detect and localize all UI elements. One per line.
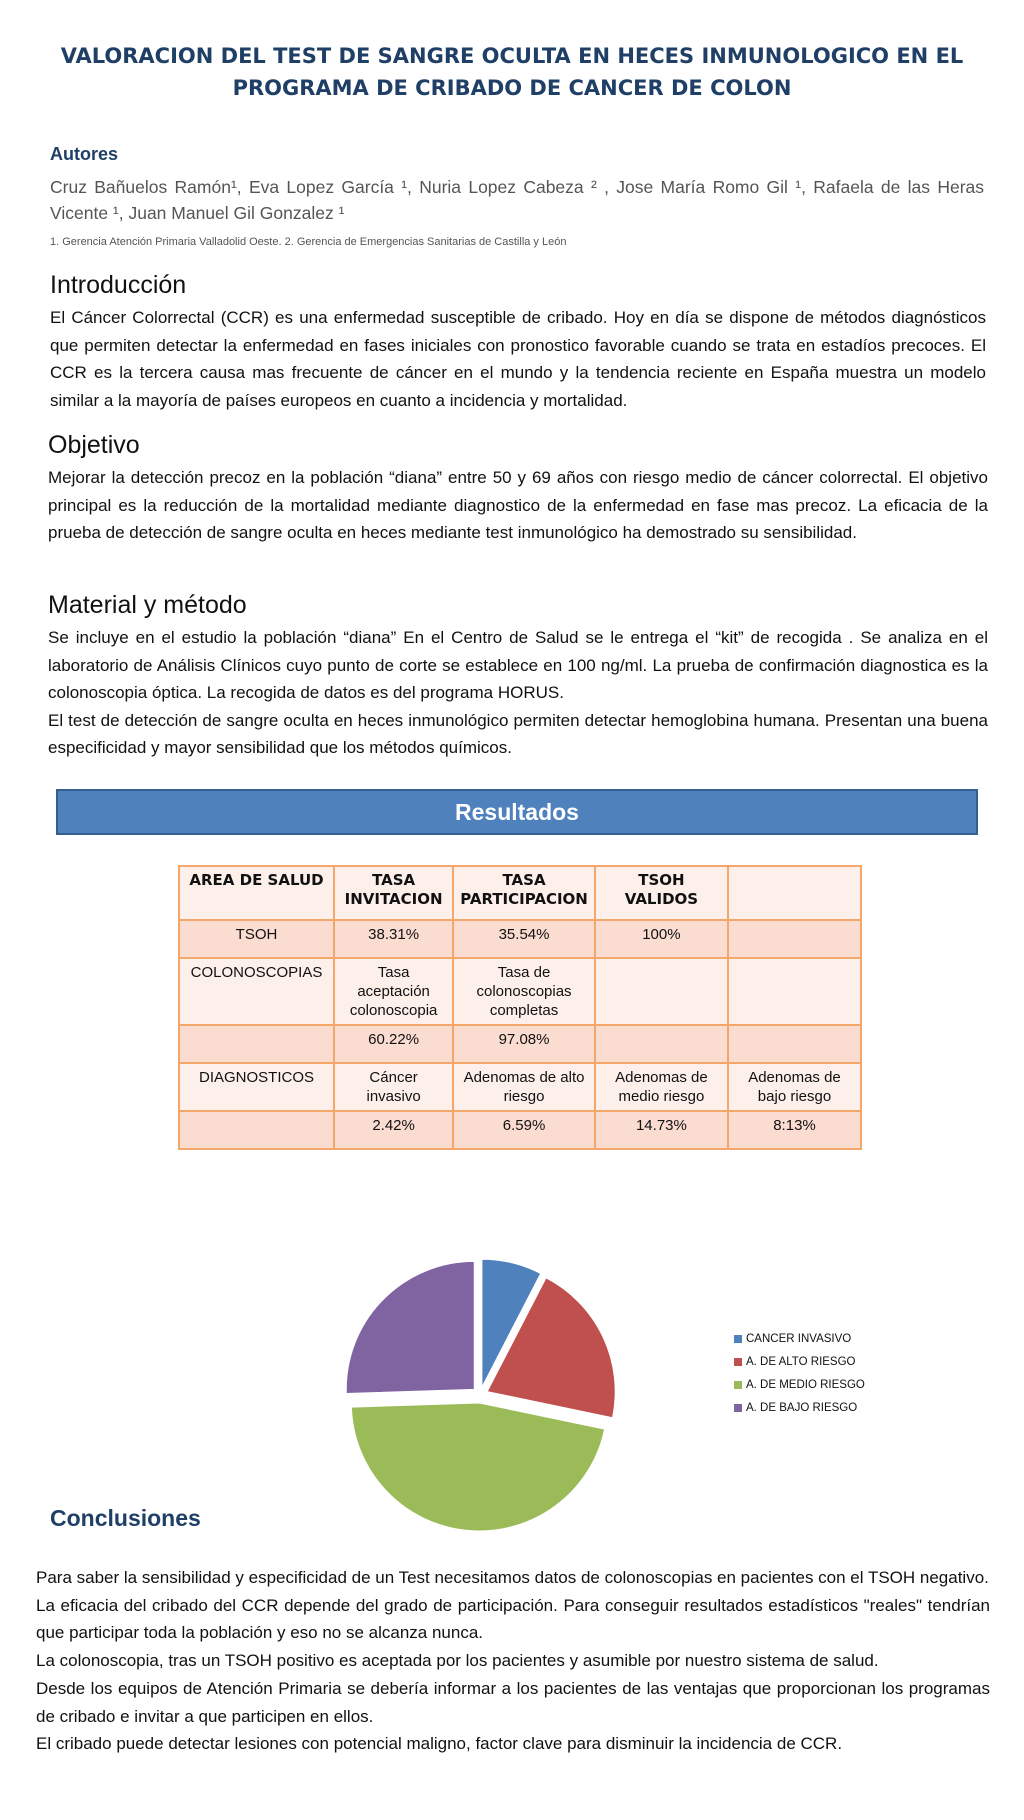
intro-text: El Cáncer Colorrectal (CCR) es una enfermedad susceptible de cribado. Hoy en día se dispone de métodos diagnósticos que permiten detectar la enfermedad en fases iniciales con pronostico favorable cuando se trata en estadíos precoces. El CCR es la tercera causa mas frecuente de cáncer en el mundo y la tendencia reciente en España muestra un modelo similar a la mayoría de países europeos en cuanto a incidencia y mortalidad. — [50, 308, 986, 410]
table-cell: Tasa de colonoscopias completas — [453, 958, 595, 1025]
table-cell — [595, 958, 728, 1025]
poster-title: VALORACION DEL TEST DE SANGRE OCULTA EN HECES INMUNOLOGICO EN EL PROGRAMA DE CRIBADO DE CANCER DE COLON — [60, 44, 964, 100]
legend-swatch — [734, 1358, 742, 1366]
conclusion-item: Desde los equipos de Atención Primaria se debería informar a los pacientes de las ventajas que proporcionan los programas de cribado e invitar a que participen en ellos. — [36, 1678, 990, 1726]
table-cell: 60.22% — [334, 1025, 453, 1063]
table-cell: COLONOSCOPIAS — [179, 958, 334, 1025]
chart-legend — [734, 1327, 865, 1419]
table-row — [179, 920, 861, 958]
table-cell: 100% — [595, 920, 728, 958]
conclusion-item: La colonoscopia, tras un TSOH positivo es aceptada por los pacientes y asumible por nuestro sistema de salud. — [36, 1651, 879, 1671]
legend-label: A. DE BAJO RIESGO — [746, 1401, 858, 1414]
conclusions-heading: Conclusiones — [50, 1505, 201, 1531]
results-banner: Resultados — [56, 789, 978, 835]
table-cell — [728, 920, 861, 958]
pie-slice-a-de-medio-riesgo — [351, 1403, 604, 1531]
intro-heading: Introducción — [50, 271, 187, 299]
conclusion-item: El cribado puede detectar lesiones con potencial maligno, factor clave para disminuir la incidencia de CCR. — [36, 1734, 843, 1754]
header-validos: TSOH VALIDOS — [595, 866, 728, 920]
method-paragraph-1: Se incluye en el estudio la población “diana” En el Centro de Salud se le entrega el “kit” de recogida . Se analiza en el laboratorio de Análisis Clínicos cuyo punto de corte se establece en 100 ng/ml. La prueba de confirmación diagnostica es la colonoscopia óptica. La recogida de datos es del programa HORUS. — [48, 628, 988, 702]
method-paragraph-2: El test de detección de sangre oculta en heces inmunológico permiten detectar hemoglobina humana. Presentan una buena especificidad y mayor sensibilidad que los métodos químicos. — [48, 710, 988, 757]
legend-label: A. DE MEDIO RIESGO — [746, 1378, 865, 1391]
conclusion-item: La eficacia del cribado del CCR depende del grado de participación. Para conseguir resultados estadísticos "reales" tendrían que participar toda la población y eso no se alcanza nunca. — [36, 1595, 990, 1643]
pie-slice-a-de-bajo-riesgo — [346, 1261, 474, 1393]
table-cell: 14.73% — [595, 1111, 728, 1149]
table-cell — [595, 1025, 728, 1063]
legend-swatch — [734, 1335, 742, 1343]
table-cell: TSOH — [179, 920, 334, 958]
authors-heading: Autores — [50, 144, 119, 164]
header-invitacion: TASA INVITACION — [334, 866, 453, 920]
legend-label: CANCER INVASIVO — [746, 1332, 852, 1345]
header-area: AREA DE SALUD — [179, 866, 334, 920]
table-header-row — [179, 866, 861, 920]
objective-text: Mejorar la detección precoz en la población “diana” entre 50 y 69 años con riesgo medio de cáncer colorrectal. El objetivo principal es la reducción de la mortalidad mediante diagnostico de la enfermedad en fase mas precoz. La eficacia de la prueba de detección de sangre oculta en heces mediante test inmunológico ha demostrado su sensibilidad. — [48, 468, 988, 542]
table-cell: 8:13% — [728, 1111, 861, 1149]
table-cell: Cáncer invasivo — [334, 1063, 453, 1111]
table-cell: Tasa aceptación colonoscopia — [334, 958, 453, 1025]
conclusions-text — [36, 1564, 990, 1758]
table-row — [179, 958, 861, 1025]
authors-list: Cruz Bañuelos Ramón¹, Eva Lopez García ¹, Nuria Lopez Cabeza ² , Jose María Romo Gil ¹, Rafaela de las Heras Vicente ¹, Juan Manuel Gil Gonzalez ¹ — [50, 177, 984, 223]
table-cell: 35.54% — [453, 920, 595, 958]
objective-heading: Objetivo — [48, 431, 140, 459]
results-table — [178, 865, 862, 1150]
legend-item — [734, 1350, 865, 1373]
pie-chart — [330, 1245, 630, 1545]
legend-item — [734, 1327, 865, 1350]
table-row — [179, 1025, 861, 1063]
table-cell: 6.59% — [453, 1111, 595, 1149]
table-cell: Adenomas de medio riesgo — [595, 1063, 728, 1111]
table-row — [179, 1111, 861, 1149]
legend-swatch — [734, 1381, 742, 1389]
conclusion-item: Para saber la sensibilidad y especificidad de un Test necesitamos datos de colonoscopias en pacientes con el TSOH negativo. — [36, 1568, 989, 1587]
method-heading: Material y método — [48, 591, 247, 619]
table-cell — [179, 1111, 334, 1149]
legend-label: A. DE ALTO RIESGO — [746, 1355, 856, 1368]
table-row — [179, 1063, 861, 1111]
table-cell — [728, 958, 861, 1025]
table-cell — [179, 1025, 334, 1063]
header-empty — [728, 866, 861, 920]
header-participacion: TASA PARTICIPACION — [453, 866, 595, 920]
legend-item — [734, 1373, 865, 1396]
table-cell: DIAGNOSTICOS — [179, 1063, 334, 1111]
affiliations: 1. Gerencia Atención Primaria Valladolid Oeste. 2. Gerencia de Emergencias Sanitarias de Castilla y León — [50, 236, 567, 248]
method-text — [48, 624, 988, 762]
legend-item — [734, 1396, 865, 1419]
table-cell: Adenomas de alto riesgo — [453, 1063, 595, 1111]
table-cell — [728, 1025, 861, 1063]
table-cell: 97.08% — [453, 1025, 595, 1063]
table-cell: Adenomas de bajo riesgo — [728, 1063, 861, 1111]
table-cell: 38.31% — [334, 920, 453, 958]
table-cell: 2.42% — [334, 1111, 453, 1149]
legend-swatch — [734, 1404, 742, 1412]
